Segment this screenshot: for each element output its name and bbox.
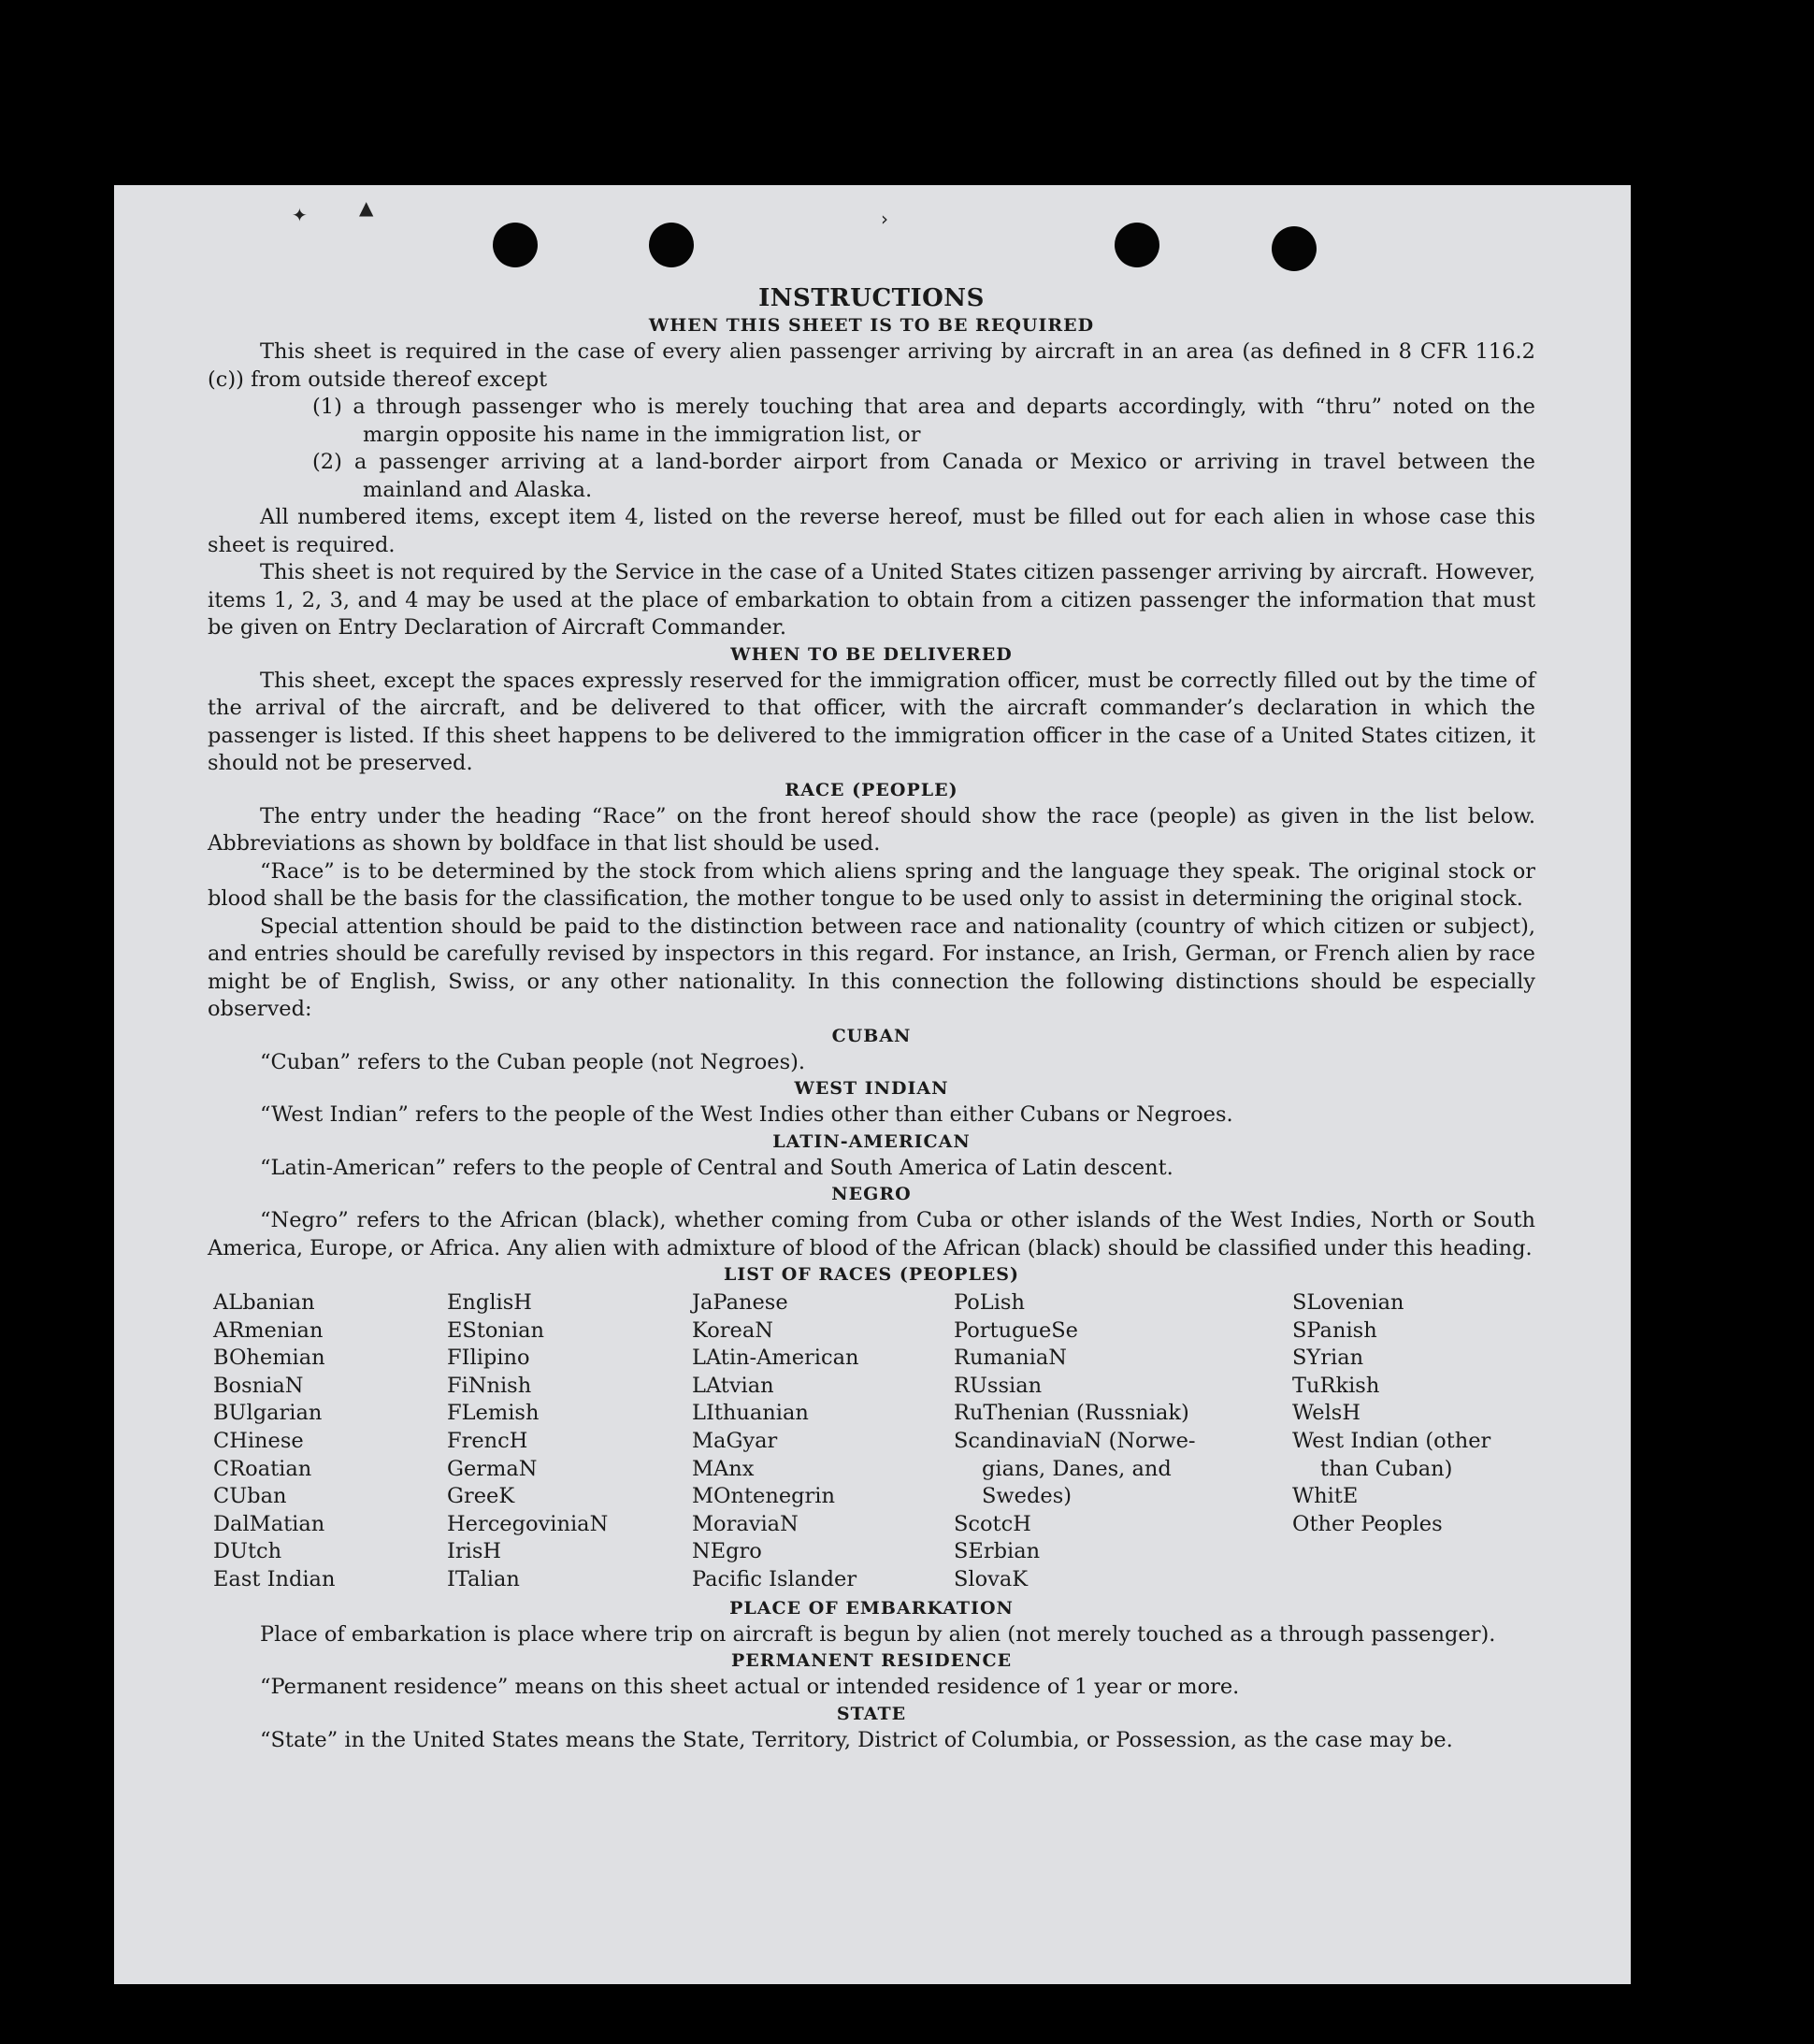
section-heading: LIST OF RACES (PEOPLES) bbox=[724, 1264, 1019, 1285]
race-column bbox=[954, 1289, 1292, 1594]
race-column bbox=[213, 1289, 447, 1594]
race-entry: Other Peoples bbox=[1292, 1511, 1443, 1536]
race-entry: FrencH bbox=[447, 1428, 528, 1453]
race-entry: ARmenian bbox=[213, 1317, 324, 1343]
race-entry: ScandinaviaN (Norwe- bbox=[954, 1428, 1196, 1453]
race-entry: East Indian bbox=[213, 1566, 336, 1591]
race-column bbox=[692, 1289, 954, 1594]
paragraph: This sheet is not required by the Service in the case of a United States citizen passenger arriving by aircraft. However, items 1, 2, 3, and 4 may be used at the place of embarkation to obtain from a citizen passenger the information that must be given on Entry Declaration of Aircraft Commander. bbox=[208, 560, 1535, 640]
item-text: a passenger arriving at a land-border airport from Canada or Mexico or arriving in travel between the mainland and Alaska. bbox=[353, 450, 1535, 502]
race-entry: EnglisH bbox=[447, 1290, 532, 1315]
race-entry: WelsH bbox=[1292, 1401, 1360, 1426]
paragraph: This sheet, except the spaces expressly reserved for the immigration officer, must be correctly filled out by the time of the arrival of the aircraft, and be delivered to that officer, with the aircraft commander’s declaration in which the passenger is listed. If this sheet happens to be delivered to the immigration officer in the case of a United States citizen, it should not be preserved. bbox=[208, 668, 1535, 775]
race-entry: SYrian bbox=[1292, 1346, 1364, 1371]
paragraph: Special attention should be paid to the distinction between race and nationality (country of which citizen or subject), and entries should be carefully revised by inspectors in this regard. For instance, an Irish, German, or French alien by race might be of English, Swiss, or any other nationality. In this connection the following distinctions should be especially observed: bbox=[208, 914, 1535, 1021]
race-entry: FLemish bbox=[447, 1401, 540, 1426]
race-entry: DUtch bbox=[213, 1539, 282, 1564]
list-item bbox=[208, 449, 1535, 504]
paragraph: “Permanent residence” means on this sheet actual or intended residence of 1 year or more. bbox=[260, 1675, 1240, 1700]
paragraph: “Negro” refers to the African (black), whether coming from Cuba or other islands of the West Indies, North or South America, Europe, or Africa. Any alien with admixture of blood of the African (black) should be classified under this heading. bbox=[208, 1208, 1535, 1260]
race-entry: ScotcH bbox=[954, 1511, 1031, 1536]
race-entry-continued: gians, Danes, and bbox=[982, 1456, 1172, 1481]
item-number: (2) bbox=[312, 450, 342, 474]
race-entry: Pacific Islander bbox=[692, 1566, 857, 1591]
race-entry: CRoatian bbox=[213, 1456, 312, 1481]
race-entry: SLovenian bbox=[1292, 1290, 1404, 1315]
paragraph: “Cuban” refers to the Cuban people (not Negroes). bbox=[260, 1049, 806, 1074]
race-entry: BUlgarian bbox=[213, 1401, 323, 1426]
section-heading: PLACE OF EMBARKATION bbox=[729, 1597, 1014, 1619]
race-entry: MAnx bbox=[692, 1456, 755, 1481]
punch-hole-2 bbox=[649, 223, 694, 267]
race-entry: CHinese bbox=[213, 1428, 304, 1453]
paragraph: “West Indian” refers to the people of the West Indies other than either Cubans or Negroes. bbox=[260, 1102, 1233, 1127]
paragraph: This sheet is required in the case of every alien passenger arriving by aircraft in an area (as defined in 8 CFR 116.2 (c)) from outside thereof except bbox=[208, 339, 1535, 392]
race-entry: IrisH bbox=[447, 1539, 502, 1564]
race-entry: LIthuanian bbox=[692, 1401, 809, 1426]
race-entry: HercegoviniaN bbox=[447, 1511, 609, 1536]
ink-mark-icon: › bbox=[881, 208, 888, 230]
race-column bbox=[1292, 1289, 1535, 1594]
section-heading: LATIN-AMERICAN bbox=[772, 1130, 971, 1152]
race-entry: MOntenegrin bbox=[692, 1484, 835, 1509]
race-entry: BosniaN bbox=[213, 1373, 304, 1398]
race-column bbox=[447, 1289, 692, 1594]
ink-mark-icon: ✦ bbox=[292, 204, 308, 226]
section-heading: RACE (PEOPLE) bbox=[785, 779, 958, 800]
race-entry: SErbian bbox=[954, 1539, 1041, 1564]
punch-hole-1 bbox=[493, 223, 538, 267]
race-entry: MoraviaN bbox=[692, 1511, 799, 1536]
paragraph: The entry under the heading “Race” on the front hereof should show the race (people) as given in the list below. Abbreviations as shown by boldface in that list should be used. bbox=[208, 803, 1535, 856]
punch-hole-4 bbox=[1272, 226, 1317, 271]
race-entry: JaPanese bbox=[692, 1290, 788, 1315]
section-heading: CUBAN bbox=[831, 1025, 912, 1046]
document-page bbox=[114, 185, 1631, 1984]
race-entry: DalMatian bbox=[213, 1511, 325, 1536]
race-entry: GermaN bbox=[447, 1456, 538, 1481]
punch-hole-3 bbox=[1115, 223, 1159, 267]
race-entry: LAtvian bbox=[692, 1373, 774, 1398]
section-heading: WHEN TO BE DELIVERED bbox=[730, 643, 1013, 665]
race-entry: RUssian bbox=[954, 1373, 1043, 1398]
race-entry: EStonian bbox=[447, 1317, 545, 1343]
page-title: INSTRUCTIONS bbox=[758, 284, 985, 312]
instructions-text bbox=[208, 283, 1535, 1754]
race-entry: LAtin-American bbox=[692, 1346, 859, 1371]
item-number: (1) bbox=[312, 395, 342, 419]
race-entry: SPanish bbox=[1292, 1317, 1377, 1343]
section-heading: PERMANENT RESIDENCE bbox=[730, 1650, 1013, 1672]
section-heading: WHEN THIS SHEET IS TO BE REQUIRED bbox=[648, 315, 1095, 336]
race-entry: SlovaK bbox=[954, 1566, 1029, 1591]
paragraph: All numbered items, except item 4, listed on the reverse hereof, must be filled out for each alien in whose case this sheet is required. bbox=[208, 505, 1535, 557]
paragraph: “Latin-American” refers to the people of Central and South America of Latin descent. bbox=[260, 1155, 1173, 1180]
race-entry: ITalian bbox=[447, 1566, 520, 1591]
race-list bbox=[208, 1289, 1535, 1594]
race-entry-continued: Swedes) bbox=[982, 1484, 1073, 1509]
race-entry: BOhemian bbox=[213, 1346, 325, 1371]
section-heading: NEGRO bbox=[831, 1184, 912, 1204]
race-entry: FiNnish bbox=[447, 1373, 532, 1398]
race-entry: PortugueSe bbox=[954, 1317, 1079, 1343]
race-entry: KoreaN bbox=[692, 1317, 773, 1343]
list-item bbox=[208, 394, 1535, 449]
section-heading: STATE bbox=[836, 1703, 907, 1724]
race-entry: NEgro bbox=[692, 1539, 762, 1564]
race-entry: CUban bbox=[213, 1484, 287, 1509]
ink-mark-icon: ▲ bbox=[359, 196, 374, 219]
race-entry: West Indian (other bbox=[1292, 1428, 1491, 1453]
race-entry: PoLish bbox=[954, 1290, 1025, 1315]
race-entry: TuRkish bbox=[1292, 1373, 1380, 1398]
race-entry: RuThenian (Russniak) bbox=[954, 1401, 1189, 1426]
paragraph: “State” in the United States means the State, Territory, District of Columbia, or Possession, as the case may be. bbox=[260, 1727, 1453, 1752]
section-heading: WEST INDIAN bbox=[794, 1078, 949, 1099]
race-entry: MaGyar bbox=[692, 1428, 778, 1453]
item-text: a through passenger who is merely touching that area and departs accordingly, with “thru” noted on the margin opposite his name in the immigration list, or bbox=[353, 395, 1536, 447]
race-entry: WhitE bbox=[1292, 1484, 1359, 1509]
race-entry: GreeK bbox=[447, 1484, 515, 1509]
race-entry: RumaniaN bbox=[954, 1346, 1067, 1371]
race-entry: FIlipino bbox=[447, 1346, 530, 1371]
race-entry-continued: than Cuban) bbox=[1320, 1456, 1453, 1481]
paragraph: “Race” is to be determined by the stock from which aliens spring and the language they speak. The original stock or blood shall be the basis for the classification, the mother tongue to be used only to assist in determining the original stock. bbox=[208, 858, 1535, 911]
paragraph: Place of embarkation is place where trip on aircraft is begun by alien (not merely touched as a through passenger). bbox=[260, 1621, 1496, 1647]
race-entry: ALbanian bbox=[213, 1290, 315, 1315]
